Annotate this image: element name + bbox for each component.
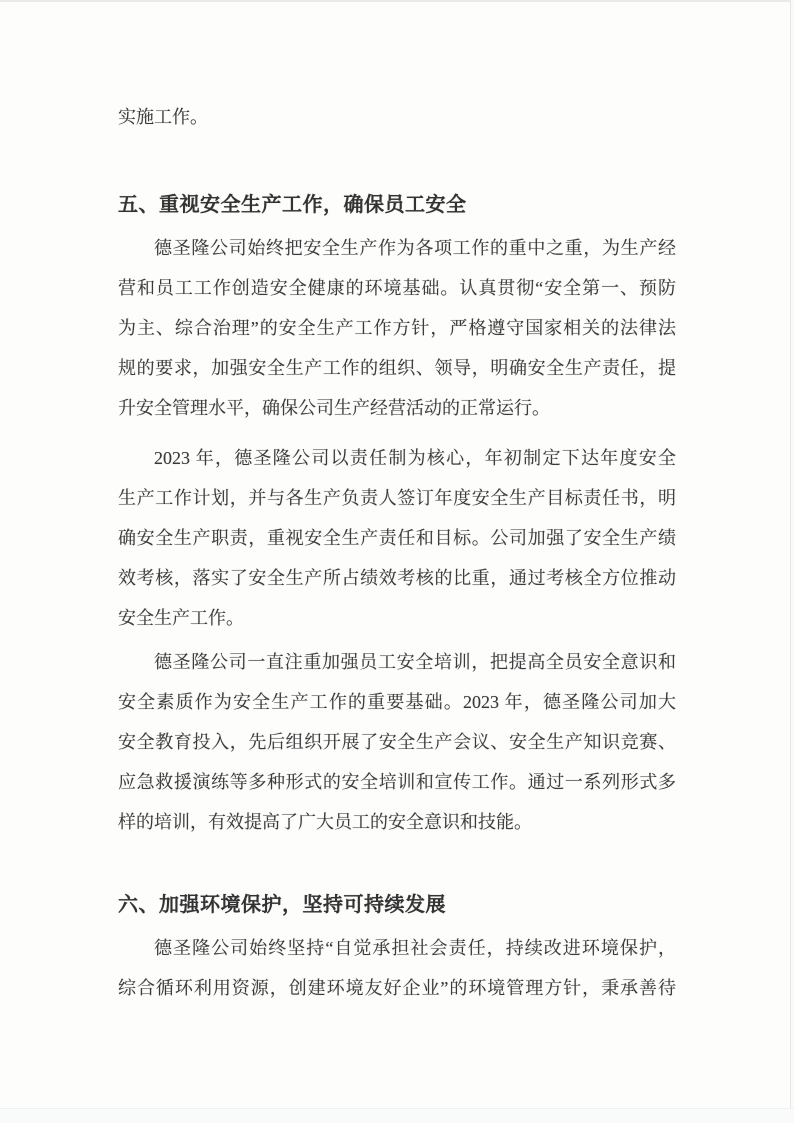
document-text-block bbox=[118, 97, 676, 1008]
paragraph-line: 样的培训，有效提高了广大员工的安全意识和技能。 bbox=[118, 812, 532, 832]
paragraph-line: 德圣隆公司始终坚持“自觉承担社会责任，持续改进环境保护， bbox=[154, 938, 676, 958]
section-heading-5: 五、重视安全生产工作，确保员工安全 bbox=[118, 194, 467, 216]
paragraph bbox=[118, 438, 676, 638]
paragraph bbox=[118, 228, 676, 428]
paragraph-line: 德圣隆公司始终把安全生产作为各项工作的重中之重，为生产经 bbox=[154, 238, 676, 258]
paragraph-line: 2023 年，德圣隆公司以责任制为核心，年初制定下达年度安全 bbox=[154, 448, 676, 468]
paragraph-line: 应急救援演练等多种形式的安全培训和宣传工作。通过一系列形式多 bbox=[118, 772, 676, 792]
section-heading-6: 六、加强环境保护，坚持可持续发展 bbox=[118, 894, 446, 916]
paragraph-line: 生产工作计划，并与各生产负责人签订年度安全生产目标责任书，明 bbox=[118, 488, 676, 508]
paragraph-line: 营和员工工作创造安全健康的环境基础。认真贯彻“安全第一、预防 bbox=[118, 278, 676, 298]
paragraph bbox=[118, 928, 676, 1008]
scan-edge-top bbox=[0, 0, 794, 2]
paragraph bbox=[118, 642, 676, 842]
paragraph-line: 安全生产工作。 bbox=[118, 608, 244, 628]
paragraph-line: 安全教育投入，先后组织开展了安全生产会议、安全生产知识竞赛、 bbox=[118, 732, 676, 752]
scan-edge-bottom-strip bbox=[0, 1109, 794, 1123]
paragraph-line: 规的要求，加强安全生产工作的组织、领导，明确安全生产责任，提 bbox=[118, 358, 676, 378]
paragraph-line: 综合循环利用资源，创建环境友好企业”的环境管理方针，秉承善待 bbox=[118, 978, 676, 998]
paragraph-line: 安全素质作为安全生产工作的重要基础。2023 年，德圣隆公司加大 bbox=[118, 692, 676, 712]
paragraph-line: 效考核，落实了安全生产所占绩效考核的比重，通过考核全方位推动 bbox=[118, 568, 676, 588]
paragraph-line: 德圣隆公司一直注重加强员工安全培训，把提高全员安全意识和 bbox=[154, 652, 676, 672]
paragraph-line: 升安全管理水平，确保公司生产经营活动的正常运行。 bbox=[118, 398, 550, 418]
paragraph-line: 为主、综合治理”的安全生产工作方针，严格遵守国家相关的法律法 bbox=[118, 318, 676, 338]
paragraph-line: 确安全生产职责，重视安全生产责任和目标。公司加强了安全生产绩 bbox=[118, 528, 676, 548]
paragraph-line: 实施工作。 bbox=[118, 107, 208, 127]
